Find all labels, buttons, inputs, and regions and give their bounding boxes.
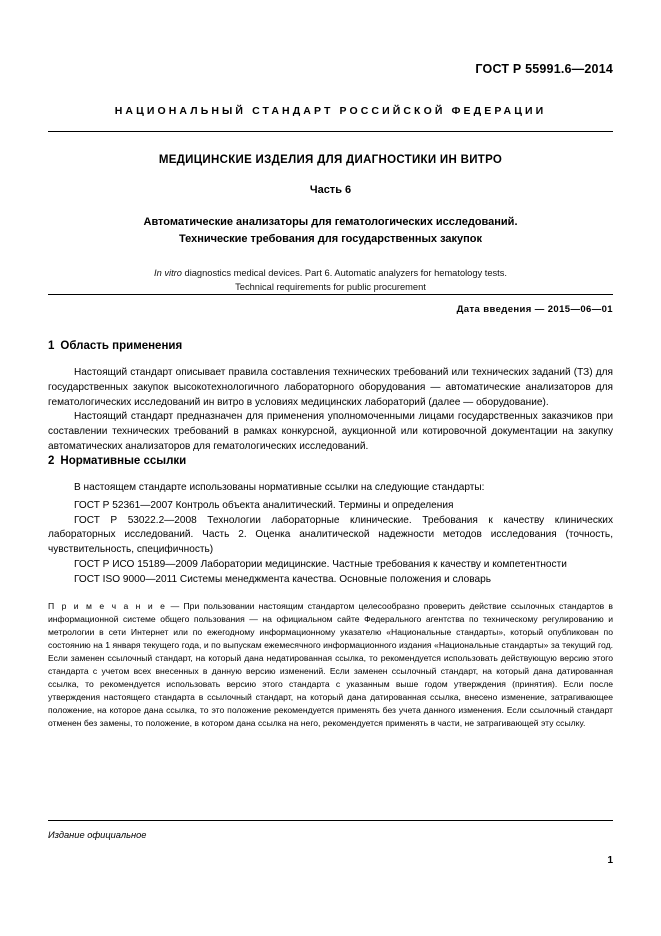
section-1-heading (48, 340, 613, 352)
document-body (48, 340, 613, 730)
section-2-intro: В настоящем стандарте использованы нормативные ссылки на следующие стандарты: (74, 481, 485, 493)
document-title-english-line2: Technical requirements for public procurement (235, 282, 426, 293)
standard-number: ГОСТ Р 55991.6—2014 (475, 62, 613, 76)
section-1-title: Область применения (60, 340, 183, 352)
document-subtitle (48, 214, 613, 248)
document-title: МЕДИЦИНСКИЕ ИЗДЕЛИЯ ДЛЯ ДИАГНОСТИКИ ИН ВИТРО (158, 154, 503, 166)
page-number: 1 (607, 855, 613, 866)
section-2-title: Нормативные ссылки (60, 454, 187, 467)
reference-item: ГОСТ Р ИСО 15189—2009 Лаборатории медицинские. Частные требования к качеству и компетентности (74, 559, 567, 571)
introduction-date: Дата введения — 2015—06—01 (456, 304, 613, 315)
national-standard-heading: НАЦИОНАЛЬНЫЙ СТАНДАРТ РОССИЙСКОЙ ФЕДЕРАЦИИ (114, 105, 547, 117)
section-2-heading (48, 455, 613, 467)
reference-item: ГОСТ Р 53022.2—2008 Технологии лабораторные клинические. Требования к качеству клинических лабораторных исследований. Часть 2. Оценка аналитической надежности методов исследования (точность, чувствительность, специфичность) (48, 514, 613, 556)
document-part: Часть 6 (309, 184, 352, 197)
document-title-english (48, 267, 613, 295)
document-subtitle-line2: Технические требования для государственных закупок (178, 233, 483, 246)
edition-note: Издание официальное (48, 830, 147, 840)
divider-top (48, 131, 613, 132)
title-block (48, 152, 613, 295)
document-title-english-line1 (48, 267, 613, 281)
english-italic-lead: In vitro (154, 268, 182, 279)
note-block (48, 600, 613, 731)
normative-references-list (48, 499, 613, 588)
reference-item: ГОСТ Р 52361—2007 Контроль объекта аналитический. Термины и определения (74, 499, 454, 511)
english-line1-rest: diagnostics medical devices. Part 6. Automatic analyzers for hematology tests. (181, 268, 507, 279)
section-1-number: 1 (48, 340, 55, 352)
section-2-number: 2 (48, 454, 55, 467)
divider-mid (48, 294, 613, 295)
section-1-paragraph-2: Настоящий стандарт предназначен для применения уполномоченными лицами государственных заказчиков при составлении технических требований в рамках конкурсной, аукционной или котировочной документации на закупку автоматических анализаторов для гематологических исследований. (48, 411, 613, 453)
divider-bottom (48, 820, 613, 821)
document-subtitle-line1: Автоматические анализаторы для гематологических исследований. (143, 216, 518, 229)
note-label: П р и м е ч а н и е (48, 600, 167, 611)
note-text: — При пользовании настоящим стандартом целесообразно проверить действие ссылочных стандартов в информационной системе общего пользования — на официальном сайте Федерального агентства по техническому регулированию и метрологии в сети Интернет или по ежегодному информационному указателю «Национальные стандарты», который опубликован по состоянию на 1 января текущего года, и по выпускам ежемесячного информационного издания «Национальные стандарты» за текущий год. Если заменен ссылочный стандарт, на который дана недатированная ссылка, то рекомендуется использовать действующую версию этого стандарта с учетом всех внесенных в данную версию изменений. Если заменен ссылочный стандарт, на который дана датированная ссылка, то рекомендуется использовать версию этого стандарта с указанным выше годом утверждения (принятия). Если после утверждения настоящего стандарта в ссылочный стандарт, на который дана датированная ссылка, внесено изменение, затрагивающее положение, на которое дана ссылка, то это положение рекомендуется применять без учета данного изменения. Если ссылочный стандарт отменен без замены, то положение, в котором дана ссылка на него, рекомендуется применять в части, не затрагивающей эту ссылку. (48, 600, 613, 729)
section-1-paragraph-1: Настоящий стандарт описывает правила составления технических требований или технических заданий (ТЗ) для государственных закупок высокотехнологичного лабораторного оборудования — автоматические анализаторов для гематологических исследований ин витро в условиях медицинских лабораторий (далее — оборудование). (48, 367, 613, 408)
reference-item: ГОСТ ISO 9000—2011 Системы менеджмента качества. Основные положения и словарь (74, 573, 492, 585)
